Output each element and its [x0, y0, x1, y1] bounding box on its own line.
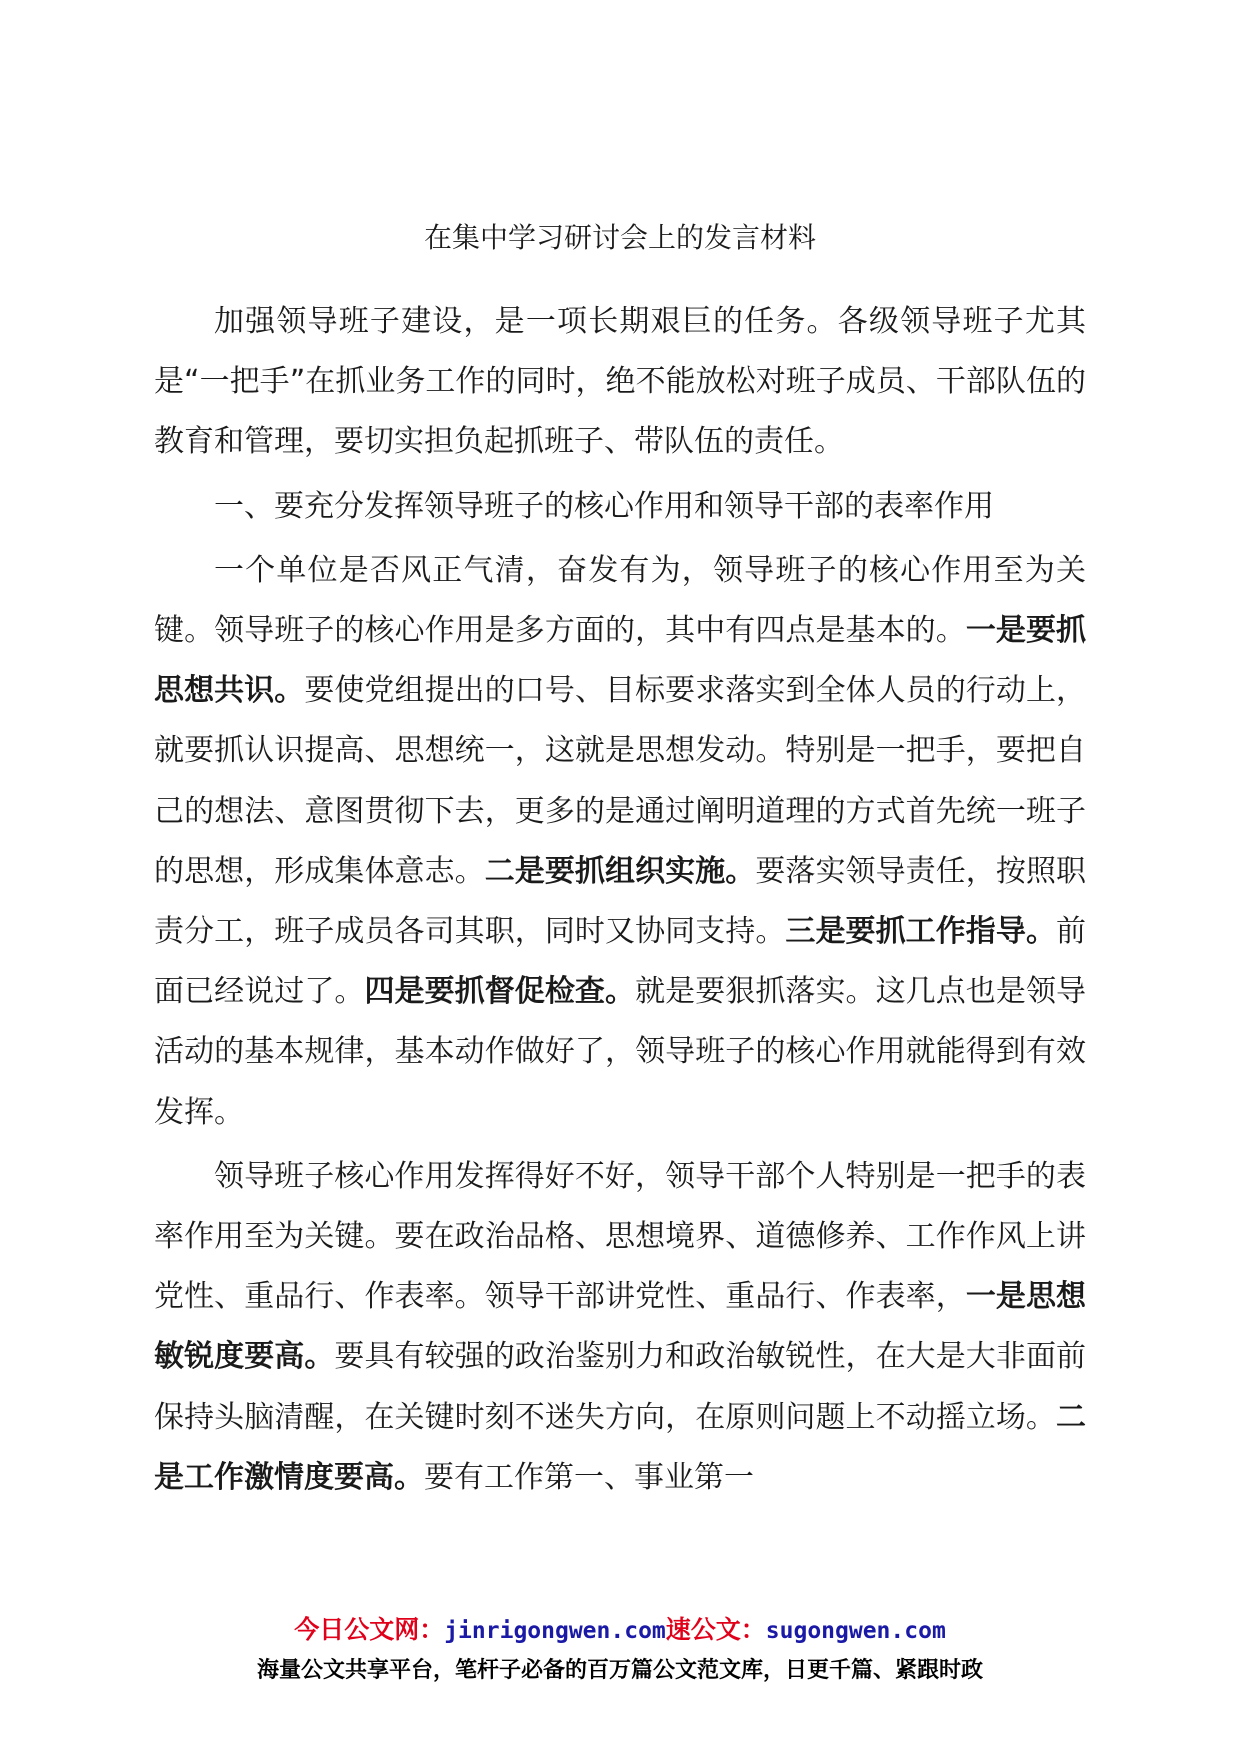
site2-label: 速公文： [665, 1615, 766, 1644]
text-run: 就是要狠抓落实。这几点也是领导活动的基本规律，基本动作做好了，领导班子的核心作用就能得到有效发挥。 [154, 974, 1087, 1130]
bold-point-1: 一是思想敏锐度要高。 [154, 1279, 1087, 1375]
bold-point-3: 三是要抓工作指导。 [785, 914, 1057, 950]
footer-sites [0, 1612, 1240, 1649]
bold-point-1: 一是要抓思想共识。 [154, 613, 1087, 709]
document-title: 在集中学习研讨会上的发言材料 [423, 221, 816, 254]
text-run: 一个单位是否风正气清，奋发有为，领导班子的核心作用至为关键。领导班子的核心作用是多方面的，其中有四点是基本的。 [154, 552, 1086, 649]
paragraph-exemplary-role [154, 1147, 1086, 1508]
section-heading-1: 一、要充分发挥领导班子的核心作用和领导干部的表率作用 [214, 488, 994, 524]
bold-point-2: 二是工作激情度要高。 [154, 1399, 1086, 1495]
site1-label: 今日公文网： [294, 1615, 445, 1644]
text-run: 前面已经说过了。 [154, 914, 1087, 1010]
text-run: 要有工作第一、事业第一 [424, 1459, 754, 1495]
text-run: 要使党组提出的口号、目标要求落实到全体人员的行动上，就要抓认识提高、思想统一，这就是思想发动。特别是一把手，要把自己的想法、意图贯彻下去，更多的是通过阐明道理的方式首先统一班子的思想，形成集体意志。 [154, 673, 1087, 889]
text-run: 领导班子核心作用发挥得好不好，领导干部个人特别是一把手的表率作用至为关键。要在政治品格、思想境界、道德修养、工作作风上讲党性、重品行、作表率。领导干部讲党性、重品行、作表率， [154, 1158, 1086, 1315]
text-run: 要落实领导责任，按照职责分工，班子成员各司其职，同时又协同支持。 [154, 853, 1087, 950]
bold-point-2: 二是要抓组织实施。 [484, 853, 756, 889]
site2-url[interactable]: sugongwen.com [765, 1618, 946, 1644]
footer-watermark [0, 1612, 1240, 1689]
document-body [154, 292, 1086, 1512]
paragraph-core-role [154, 541, 1086, 1143]
text-run: 要具有较强的政治鉴别力和政治敏锐性，在大是大非面前保持头脑清醒，在关键时刻不迷失方向，在原则问题上不动摇立场。 [154, 1339, 1087, 1435]
paragraph-intro: 加强领导班子建设，是一项长期艰巨的任务。各级领导班子尤其是“一把手”在抓业务工作的同时，绝不能放松对班子成员、干部队伍的教育和管理，要切实担负起抓班子、带队伍的责任。 [154, 304, 1086, 460]
footer-tagline: 海量公文共享平台，笔杆子必备的百万篇公文范文库，日更千篇、紧跟时政 [256, 1658, 983, 1683]
bold-point-4: 四是要抓督促检查。 [364, 974, 636, 1010]
site1-url[interactable]: jinrigongwen.com [444, 1618, 666, 1644]
